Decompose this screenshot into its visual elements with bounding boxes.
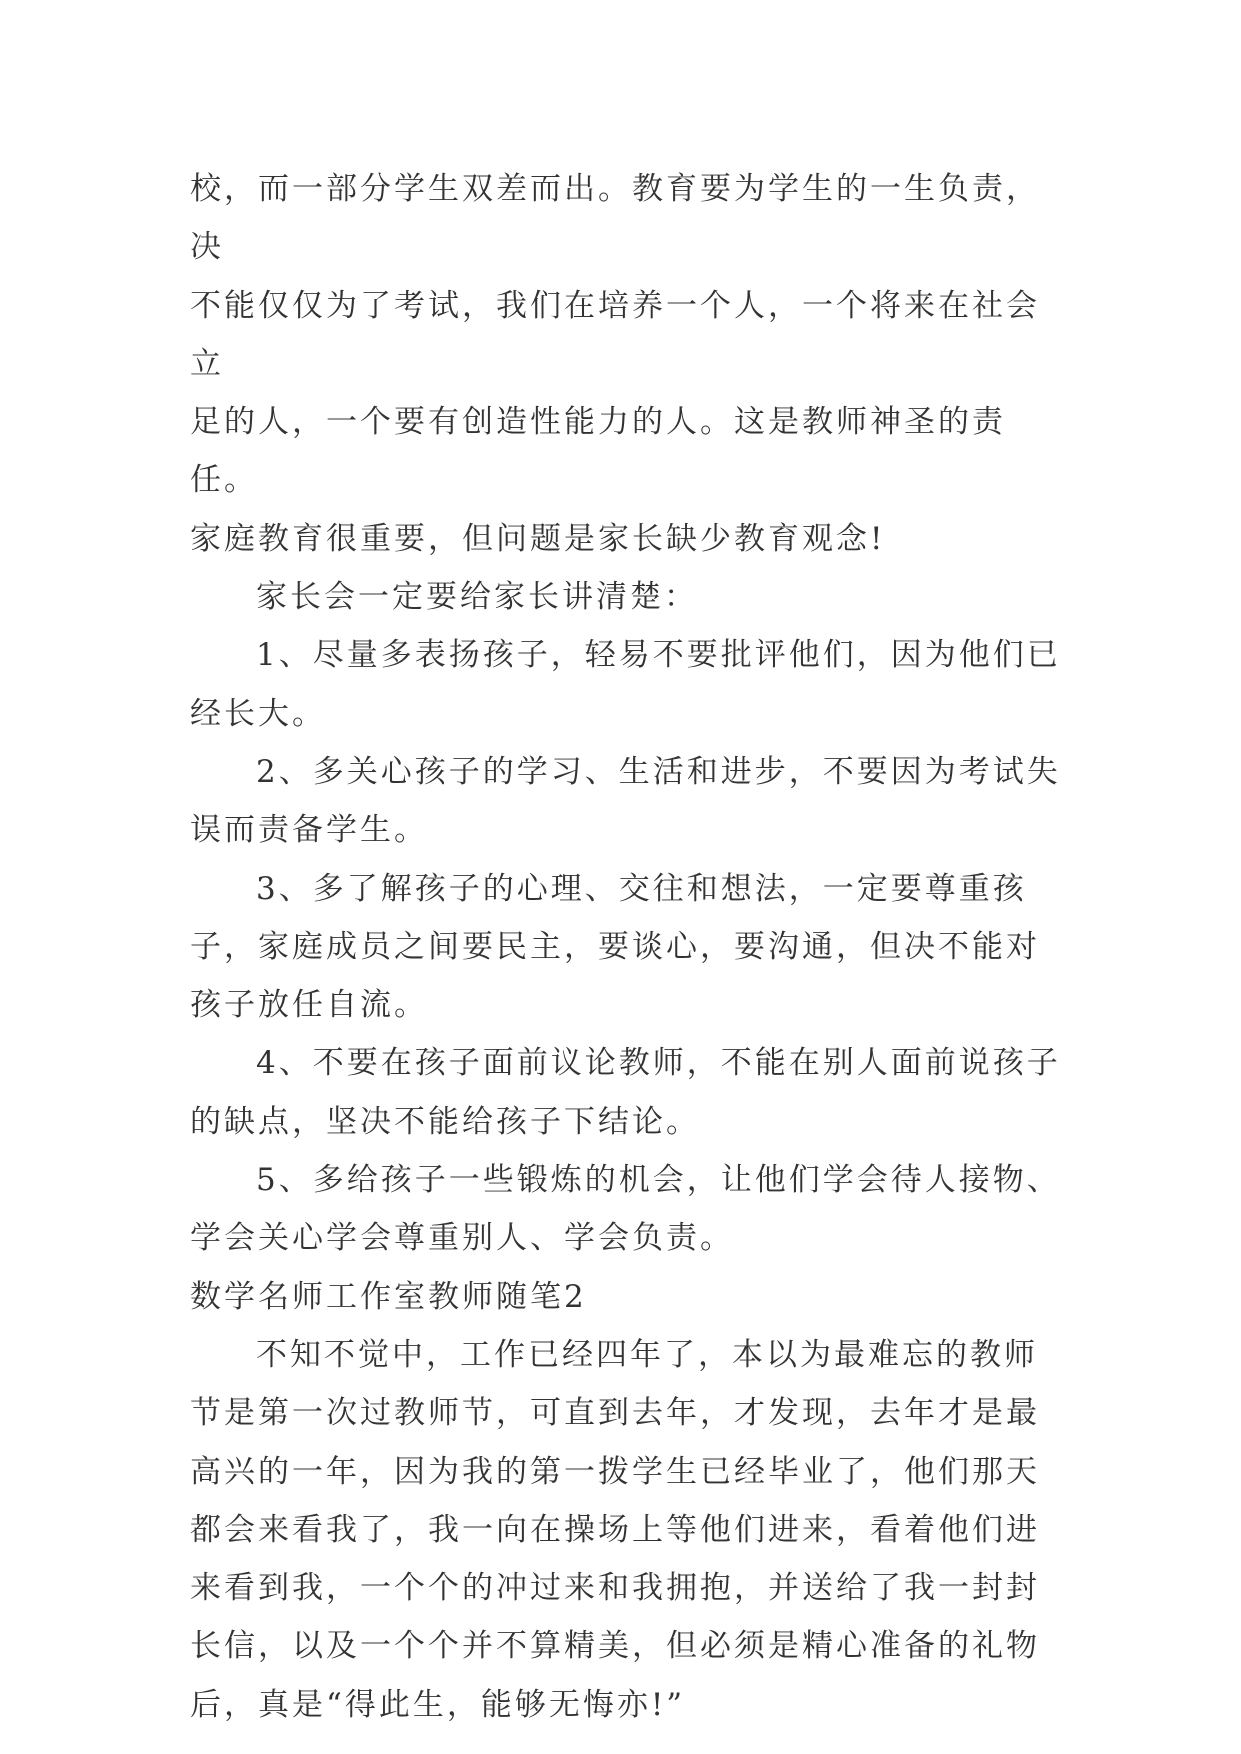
section-paragraph: 不知不觉中，工作已经四年了，本以为最难忘的教师节是第一次过教师节，可直到去年，才发现，去年才是最高兴的一年，因为我的第一拨学生已经毕业了，他们那天都会来看我了，我一向在操场上等他们进来，看着他们进来看到我，一个个的冲过来和我拥抱，并送给了我一封封长信，以及一个个并不算精美，但必须是精心准备的礼物后，真是“得此生，能够无悔亦!” — [190, 1336, 1040, 1723]
document-body — [190, 160, 1070, 1734]
text-line: 校，而一部分学生双差而出。教育要为学生的一生负责，决 — [190, 171, 1040, 266]
text-line: 足的人，一个要有创造性能力的人。这是教师神圣的责任。 — [190, 404, 1006, 499]
text-line: 不能仅仅为了考试，我们在培养一个人，一个将来在社会立 — [190, 287, 1040, 382]
list-item-5: 5、多给孩子一些锻炼的机会，让他们学会待人接物、学会关心学会尊重别人、学会负责。 — [190, 1162, 1061, 1257]
paragraph-intro: 家长会一定要给家长讲清楚： — [256, 579, 698, 616]
list-item-2: 2、多关心孩子的学习、生活和进步，不要因为考试失误而责备学生。 — [190, 753, 1061, 849]
text-line: 家庭教育很重要，但问题是家长缺少教育观念! — [190, 520, 886, 557]
list-item-4: 4、不要在孩子面前议论教师，不能在别人面前说孩子的缺点，坚决不能给孩子下结论。 — [190, 1045, 1061, 1140]
list-item-3: 3、多了解孩子的心理、交往和想法，一定要尊重孩子，家庭成员之间要民主，要谈心，要沟通，但决不能对孩子放任自流。 — [190, 870, 1040, 1024]
paragraph-continuation — [190, 160, 1070, 568]
section-title: 数学名师工作室教师随笔2 — [190, 1278, 587, 1315]
list-item-1: 1、尽量多表扬孩子，轻易不要批评他们，因为他们已经长大。 — [190, 637, 1061, 732]
